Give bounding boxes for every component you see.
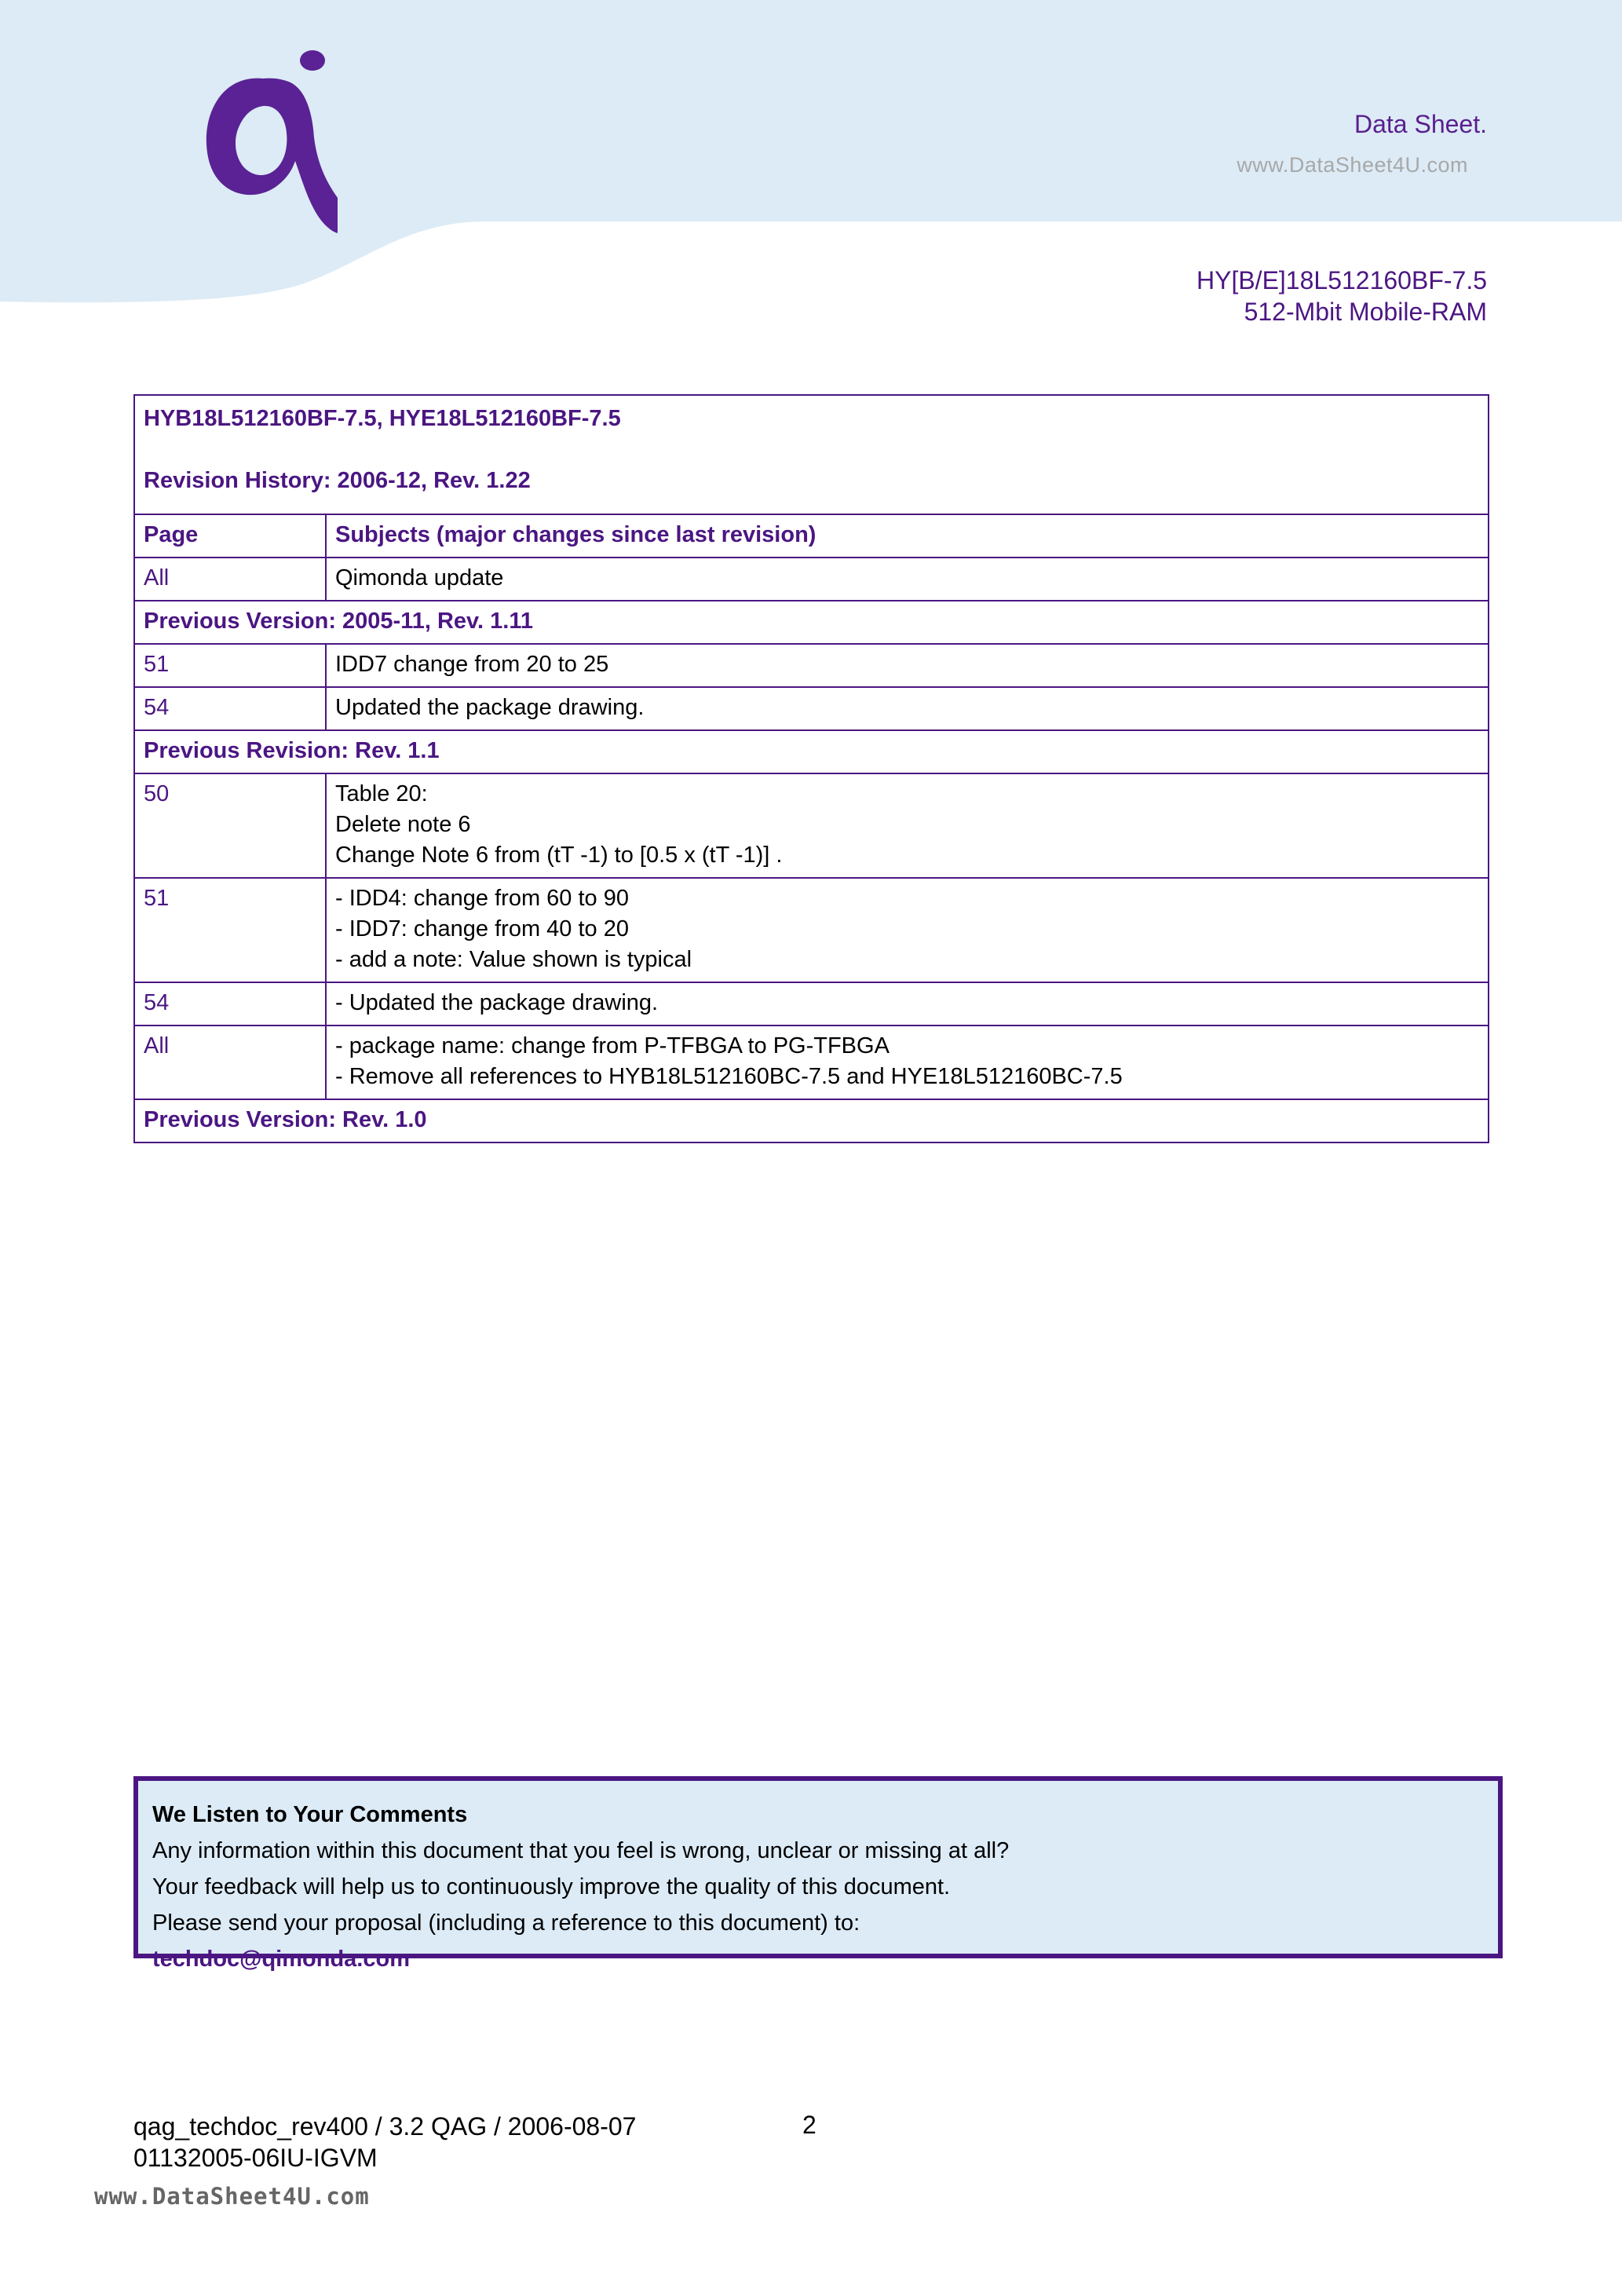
row-page: All (134, 1026, 326, 1099)
page-number: 2 (802, 2111, 816, 2139)
subject-line: - IDD7: change from 40 to 20 (335, 916, 629, 941)
row-subject (326, 773, 1489, 878)
row-subject (326, 982, 1489, 1026)
table-row (134, 982, 1489, 1026)
table-row (134, 558, 1489, 601)
footer-doc-id: 01132005-06IU-IGVM (133, 2144, 378, 2172)
table-row (134, 773, 1489, 878)
subject-line: Table 20: (335, 781, 428, 806)
row-subject (326, 644, 1489, 687)
watermark-url[interactable]: www.DataSheet4U.com (94, 2183, 370, 2210)
revision-history-heading: Revision History: 2006-12, Rev. 1.22 (144, 468, 531, 493)
table-title-row (134, 395, 1489, 514)
comments-title: We Listen to Your Comments (152, 1802, 468, 1827)
comments-line: Any information within this document that you feel is wrong, unclear or missing at all? (152, 1838, 1010, 1863)
subject-line: Change Note 6 from (tT -1) to [0.5 x (tT -1)] . (335, 843, 783, 868)
section-heading: Previous Version: Rev. 1.0 (134, 1099, 1489, 1143)
subject-line: IDD7 change from 20 to 25 (335, 652, 609, 677)
section-heading: Previous Version: 2005-11, Rev. 1.11 (134, 601, 1489, 644)
table-row (134, 644, 1489, 687)
footer-doc-ref: qag_techdoc_rev400 / 3.2 QAG / 2006-08-07 (133, 2112, 637, 2141)
table-title-cell (134, 395, 1489, 514)
subject-line: - IDD4: change from 60 to 90 (335, 886, 629, 911)
subject-line: - add a note: Value shown is typical (335, 947, 692, 972)
row-page: All (134, 558, 326, 601)
section-row (134, 601, 1489, 644)
section-row (134, 730, 1489, 773)
row-page: 54 (134, 982, 326, 1026)
row-subject (326, 558, 1489, 601)
subject-line: - package name: change from P-TFBGA to PG-TFBGA (335, 1033, 890, 1058)
section-row (134, 1099, 1489, 1143)
subject-line: Updated the package drawing. (335, 695, 645, 720)
footer-doc-info (133, 2111, 636, 2174)
comments-line: Your feedback will help us to continuously improve the quality of this document. (152, 1874, 951, 1899)
doc-type-label: Data Sheet. (1354, 110, 1487, 138)
table-row (134, 1026, 1489, 1099)
subject-line: Delete note 6 (335, 812, 471, 837)
row-subject (326, 687, 1489, 730)
table-row (134, 687, 1489, 730)
part-number: HY[B/E]18L512160BF-7.5 (1196, 266, 1487, 294)
section-heading: Previous Revision: Rev. 1.1 (134, 730, 1489, 773)
header-url[interactable]: www.DataSheet4U.com (1237, 153, 1468, 177)
row-subject (326, 1026, 1489, 1099)
header-subjects: Subjects (major changes since last revision) (326, 514, 1489, 558)
parts-heading: HYB18L512160BF-7.5, HYE18L512160BF-7.5 (144, 406, 621, 431)
row-page: 51 (134, 644, 326, 687)
subject-line: Qimonda update (335, 565, 504, 590)
row-page: 51 (134, 878, 326, 982)
row-page: 54 (134, 687, 326, 730)
qimonda-logo (196, 43, 338, 239)
revision-history-table (133, 394, 1489, 1143)
table-header-row (134, 514, 1489, 558)
product-name: 512-Mbit Mobile-RAM (1244, 298, 1487, 326)
table-row (134, 878, 1489, 982)
header-page: Page (134, 514, 326, 558)
feedback-email-link[interactable]: techdoc@qimonda.com (152, 1947, 410, 1972)
row-subject (326, 878, 1489, 982)
comments-box (133, 1776, 1503, 1972)
comments-line: Please send your proposal (including a reference to this document) to: (152, 1910, 860, 1936)
subject-line: - Updated the package drawing. (335, 990, 659, 1015)
part-number-block (1196, 265, 1487, 327)
subject-line: - Remove all references to HYB18L512160BC-7.5 and HYE18L512160BC-7.5 (335, 1064, 1123, 1089)
row-page: 50 (134, 773, 326, 878)
